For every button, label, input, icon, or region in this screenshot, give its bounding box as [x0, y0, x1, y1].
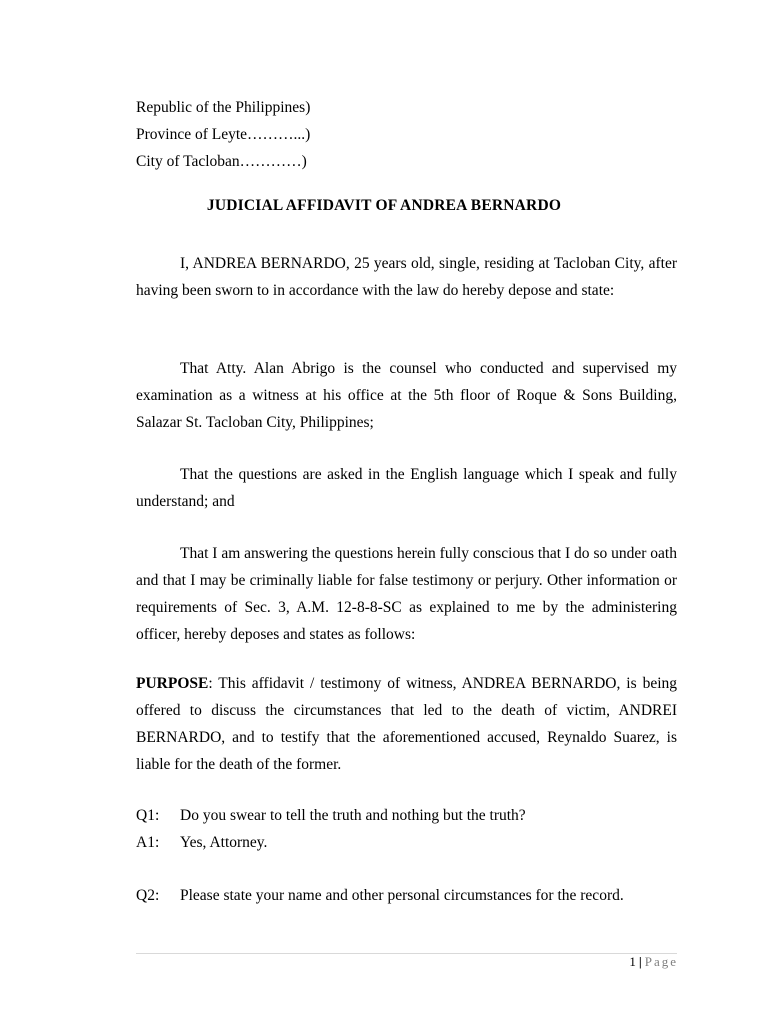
qa-label: A1: — [136, 834, 160, 851]
qa-text: Do you swear to tell the truth and nothing but the truth? — [180, 807, 526, 824]
footer-divider — [136, 953, 677, 954]
intro-paragraph: I, ANDREA BERNARDO, 25 years old, single, residing at Tacloban City, after having been sworn to in accordance with the law do hereby depose and state: — [136, 255, 677, 299]
counsel-paragraph: That Atty. Alan Abrigo is the counsel who conducted and supervised my examination as a witness at his office at the 5th floor of Roque & Sons Building, Salazar St. Tacloban City, Philippines; — [136, 360, 677, 431]
jurisdiction-header — [136, 94, 677, 175]
header-line-city: City of Tacloban…………) — [136, 153, 307, 170]
qa-label: Q2: — [136, 887, 160, 904]
purpose-text: : This affidavit / testimony of witness, ANDREA BERNARDO, is being offered to discuss the circumstances that led to the death of victim, ANDREI BERNARDO, and to testify that the aforementioned accused, Reynaldo Suarez, is liable for the death of the former. — [136, 675, 677, 773]
language-paragraph: That the questions are asked in the English language which I speak and fully understand; and — [136, 466, 677, 510]
page-number: 1 — [629, 954, 636, 969]
qa-label: Q1: — [136, 807, 160, 824]
qa-item-a1 — [136, 829, 677, 856]
page-footer — [629, 954, 678, 970]
qa-item-q1 — [136, 802, 677, 829]
qa-item-q2 — [136, 882, 677, 909]
header-line-republic: Republic of the Philippines) — [136, 99, 311, 116]
document-title: JUDICIAL AFFIDAVIT OF ANDREA BERNARDO — [206, 197, 562, 214]
header-line-province: Province of Leyte………...) — [136, 126, 311, 143]
purpose-paragraph — [136, 670, 677, 778]
qa-text: Please state your name and other personal circumstances for the record. — [180, 887, 624, 904]
qa-text: Yes, Attorney. — [180, 834, 268, 851]
oath-paragraph: That I am answering the questions herein fully conscious that I do so under oath and that I may be criminally liable for false testimony or perjury. Other information or requirements of Sec. 3, A.M. 12-8-8-SC as explained to me by the administering officer, hereby deposes and states as follows: — [136, 545, 677, 643]
page-separator: | — [638, 954, 642, 969]
page-label: Page — [644, 954, 678, 969]
purpose-label: PURPOSE — [136, 675, 209, 692]
